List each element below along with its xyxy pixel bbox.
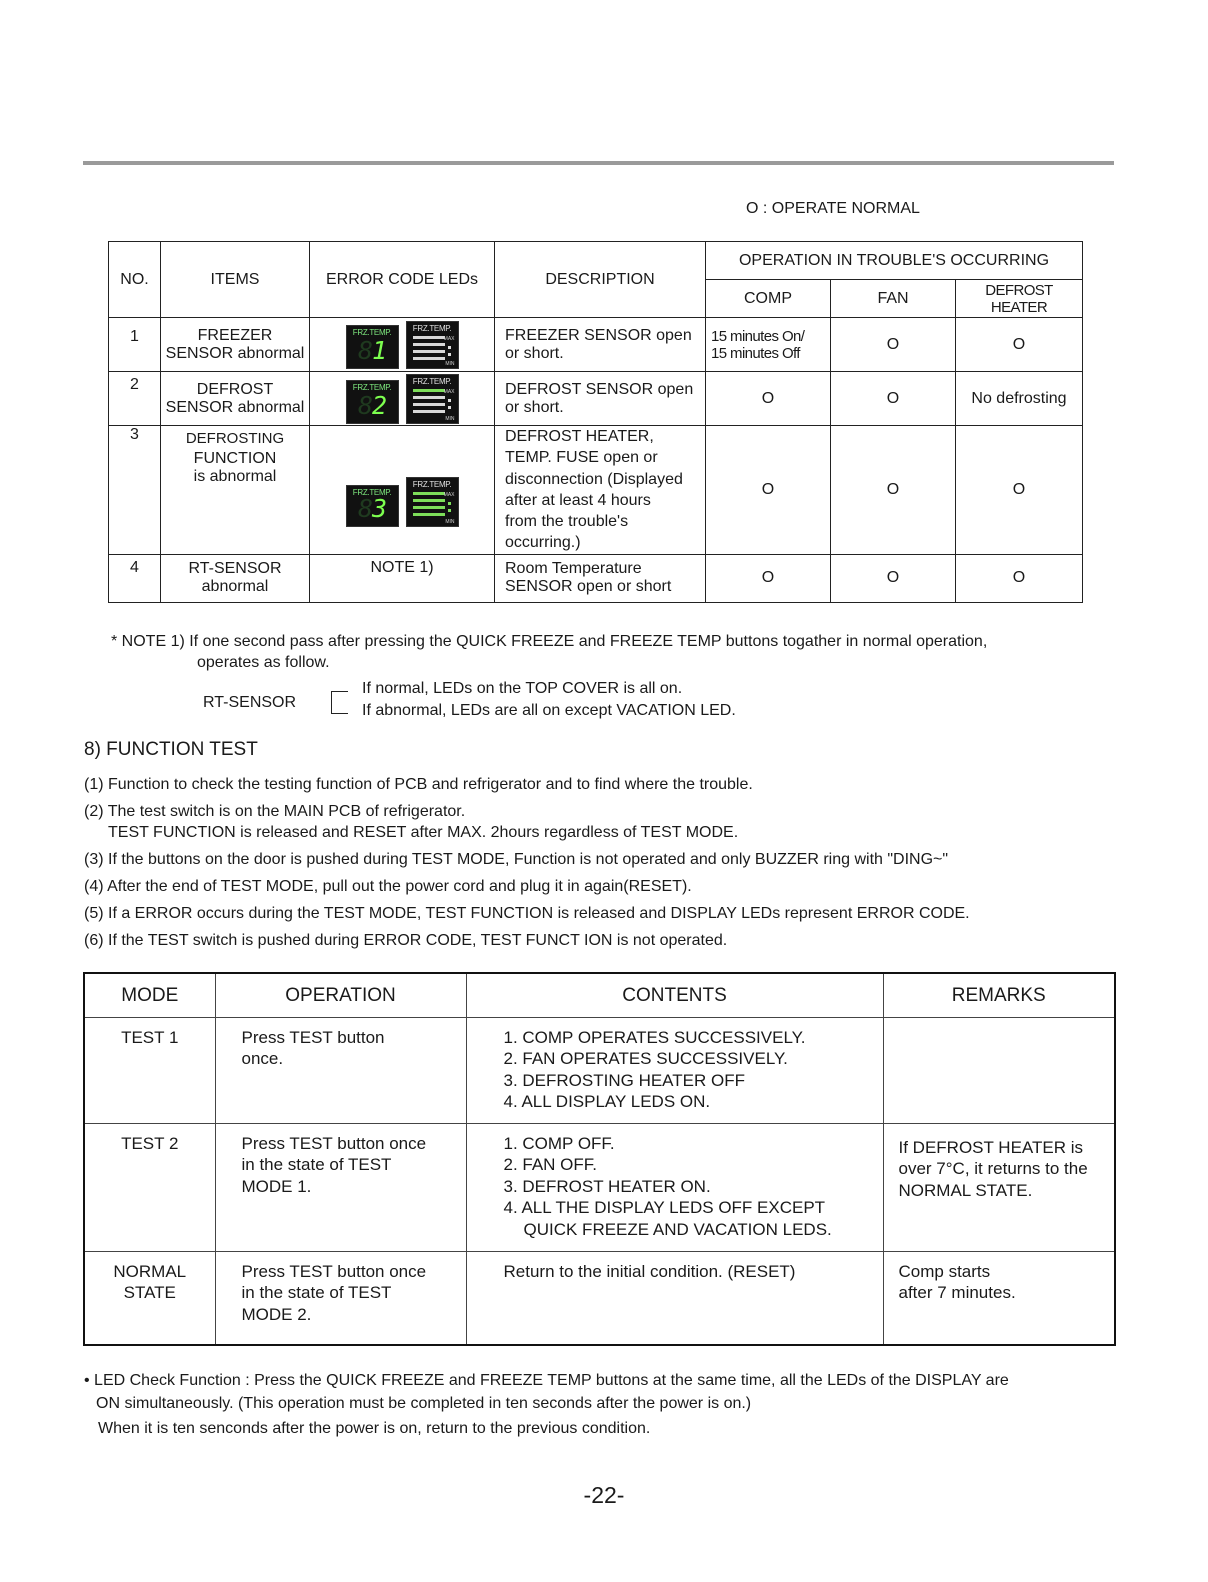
led-check-line: When it is ten senconds after the power is on, return to the previous condition. bbox=[98, 1420, 651, 1437]
item-line: RT-SENSOR bbox=[188, 560, 282, 578]
contents-line: 4. ALL DISPLAY LEDS ON. bbox=[503, 1092, 711, 1111]
row-comp: O bbox=[706, 372, 831, 426]
contents-line: 2. FAN OFF. bbox=[503, 1155, 598, 1174]
row-fan: O bbox=[831, 554, 956, 602]
led-check-line: ON simultaneously. (This operation must be completed in ten seconds after the power is on.) bbox=[96, 1395, 752, 1412]
item-line: DEFROSTING bbox=[185, 430, 285, 447]
table-header-row bbox=[109, 242, 1083, 280]
contents-line: 1. COMP OPERATES SUCCESSIVELY. bbox=[503, 1027, 806, 1047]
remarks-line: If DEFROST HEATER is bbox=[898, 1137, 1084, 1157]
description-line: or short. bbox=[505, 398, 564, 416]
row-error-note: NOTE 1) bbox=[310, 554, 495, 602]
row-no: 1 bbox=[109, 318, 161, 372]
operation-line: Press TEST button once bbox=[241, 1133, 427, 1153]
description-line: occurring.) bbox=[505, 534, 581, 552]
row-fan: O bbox=[831, 372, 956, 426]
contents-cell bbox=[466, 1251, 883, 1345]
operation-line: Press TEST button once bbox=[241, 1261, 427, 1281]
led-label: FRZ.TEMP. bbox=[412, 376, 452, 386]
header-rule bbox=[83, 161, 1114, 165]
contents-cell bbox=[466, 1123, 883, 1251]
remarks-cell bbox=[883, 1017, 1115, 1123]
operation-line: in the state of TEST bbox=[241, 1155, 392, 1174]
mode-cell bbox=[84, 1123, 215, 1251]
section-title: 8) FUNCTION TEST bbox=[84, 739, 258, 760]
led-label: FRZ.TEMP. bbox=[352, 487, 392, 497]
operation-cell bbox=[215, 1017, 466, 1123]
contents-cell bbox=[466, 1017, 883, 1123]
rt-sensor-label: RT-SENSOR bbox=[203, 694, 297, 711]
led-error-code: 1 bbox=[372, 335, 387, 365]
list-item: (2) The test switch is on the MAIN PCB of refrigerator. bbox=[84, 803, 466, 820]
header-remarks: REMARKS bbox=[883, 973, 1115, 1017]
row-no: 4 bbox=[109, 554, 161, 602]
function-test-list bbox=[84, 774, 970, 957]
test-mode-table bbox=[83, 972, 1116, 1346]
contents-line: 4. ALL THE DISPLAY LEDS OFF EXCEPT bbox=[503, 1198, 826, 1217]
list-item: (1) Function to check the testing function of PCB and refrigerator and to find where the trouble. bbox=[84, 776, 753, 793]
header-no: NO. bbox=[109, 242, 161, 318]
item-line: FREEZER bbox=[197, 326, 273, 344]
row-comp: O bbox=[706, 426, 831, 555]
row-heater: O bbox=[956, 554, 1083, 602]
remarks-cell bbox=[883, 1123, 1115, 1251]
comp-line: 15 minutes On/ bbox=[711, 327, 805, 345]
bar-max-label: MAX bbox=[443, 388, 455, 395]
led-label: FRZ.TEMP. bbox=[352, 327, 392, 337]
row-comp: O bbox=[706, 554, 831, 602]
remarks-line: Comp starts bbox=[898, 1261, 991, 1281]
remarks-line: after 7 minutes. bbox=[898, 1283, 1016, 1302]
item-line: abnormal bbox=[201, 578, 269, 596]
row-error-leds bbox=[310, 426, 495, 555]
led-label: FRZ.TEMP. bbox=[412, 479, 452, 489]
led-bar-display bbox=[406, 477, 459, 527]
row-error-leds bbox=[310, 372, 495, 426]
led-check-line: • LED Check Function : Press the QUICK FREEZE and FREEZE TEMP buttons at the same time, all the LEDs of the DISPLAY are bbox=[84, 1372, 1009, 1389]
mode-line: TEST 1 bbox=[121, 1027, 179, 1047]
note-1-line: * NOTE 1) If one second pass after pressing the QUICK FREEZE and FREEZE TEMP buttons togather in normal operation, bbox=[111, 633, 988, 650]
table-header-row bbox=[84, 973, 1115, 1017]
bar-min-label: MIN bbox=[445, 360, 455, 367]
list-item: (3) If the buttons on the door is pushed during TEST MODE, Function is not operated and only BUZZER ring with "DING~" bbox=[84, 851, 949, 868]
row-description bbox=[495, 426, 706, 555]
description-line: DEFROST SENSOR open bbox=[505, 380, 694, 398]
item-line: SENSOR abnormal bbox=[165, 398, 305, 416]
led-label: FRZ.TEMP. bbox=[352, 382, 392, 392]
list-item: (6) If the TEST switch is pushed during ERROR CODE, TEST FUNCT ION is not operated. bbox=[84, 932, 728, 949]
operation-line: once. bbox=[241, 1049, 284, 1068]
header-description: DESCRIPTION bbox=[495, 242, 706, 318]
mode-line: TEST 2 bbox=[121, 1133, 179, 1153]
description-line: TEMP. FUSE open or bbox=[505, 449, 658, 467]
mode-cell bbox=[84, 1251, 215, 1345]
header-error-code-leds: ERROR CODE LEDs bbox=[310, 242, 495, 318]
led-error-code: 2 bbox=[372, 390, 387, 420]
header-mode: MODE bbox=[84, 973, 215, 1017]
table-row bbox=[84, 1251, 1115, 1345]
row-fan: O bbox=[831, 318, 956, 372]
contents-line: 3. DEFROSTING HEATER OFF bbox=[503, 1070, 745, 1090]
led-check-note bbox=[84, 1369, 1009, 1440]
row-heater: No defrosting bbox=[956, 372, 1083, 426]
contents-line: 2. FAN OPERATES SUCCESSIVELY. bbox=[503, 1049, 788, 1068]
description-line: DEFROST HEATER, bbox=[505, 428, 654, 445]
description-line: from the trouble's bbox=[505, 513, 629, 531]
legend: O : OPERATE NORMAL bbox=[746, 200, 920, 217]
rt-sensor-conditions bbox=[362, 678, 736, 722]
description-line: FREEZER SENSOR open bbox=[505, 326, 692, 344]
header-defrost-heater: DEFROST HEATER bbox=[956, 280, 1083, 318]
operation-line: MODE 2. bbox=[241, 1304, 312, 1324]
item-line: is abnormal bbox=[193, 468, 277, 485]
bar-min-label: MIN bbox=[445, 415, 455, 422]
contents-line: 1. COMP OFF. bbox=[503, 1133, 615, 1153]
item-line: DEFROST bbox=[196, 380, 274, 398]
remarks-line: NORMAL STATE. bbox=[898, 1180, 1033, 1200]
rt-abnormal: If abnormal, LEDs are all on except VACATION LED. bbox=[362, 702, 736, 719]
description-line: after at least 4 hours bbox=[505, 491, 651, 509]
description-line: SENSOR open or short bbox=[505, 578, 672, 596]
remarks-cell bbox=[883, 1251, 1115, 1345]
row-no: 2 bbox=[109, 372, 161, 426]
table-row bbox=[84, 1017, 1115, 1123]
led-digit-display: FRZ.TEMP. 83 bbox=[346, 485, 399, 527]
led-digit-display: FRZ.TEMP. 81 bbox=[346, 325, 399, 369]
bar-max-label: MAX bbox=[443, 335, 455, 342]
led-digit-display: FRZ.TEMP. 82 bbox=[346, 380, 399, 424]
row-comp bbox=[706, 318, 831, 372]
header-comp: COMP bbox=[706, 280, 831, 318]
row-heater: O bbox=[956, 318, 1083, 372]
contents-line: QUICK FREEZE AND VACATION LEDS. bbox=[523, 1219, 832, 1239]
table-row bbox=[84, 1123, 1115, 1251]
header-operation: OPERATION bbox=[215, 973, 466, 1017]
operation-line: MODE 1. bbox=[241, 1176, 312, 1196]
operation-cell bbox=[215, 1123, 466, 1251]
row-fan: O bbox=[831, 426, 956, 555]
operation-line: in the state of TEST bbox=[241, 1283, 392, 1302]
operation-line: Press TEST button bbox=[241, 1027, 385, 1047]
row-description bbox=[495, 554, 706, 602]
description-line: disconnection (Displayed bbox=[505, 470, 683, 488]
table-row bbox=[109, 426, 1083, 555]
header-contents: CONTENTS bbox=[466, 973, 883, 1017]
led-bar-display bbox=[406, 321, 459, 369]
note-1 bbox=[111, 631, 987, 673]
mode-line: STATE bbox=[123, 1283, 176, 1302]
list-item: (5) If a ERROR occurs during the TEST MODE, TEST FUNCTION is released and DISPLAY LEDs represent ERROR CODE. bbox=[84, 905, 970, 922]
bar-max-label: MAX bbox=[443, 491, 455, 498]
bracket bbox=[331, 691, 348, 714]
page-number: -22- bbox=[583, 1482, 625, 1508]
led-bar-display bbox=[406, 374, 459, 424]
table-row bbox=[109, 372, 1083, 426]
row-item bbox=[161, 426, 310, 555]
bar-min-label: MIN bbox=[445, 518, 455, 525]
description-line: Room Temperature bbox=[505, 560, 642, 578]
row-item bbox=[161, 554, 310, 602]
error-code-table bbox=[108, 241, 1083, 603]
remarks-line: over 7°C, it returns to the bbox=[898, 1159, 1088, 1178]
header-items: ITEMS bbox=[161, 242, 310, 318]
note-1-line: operates as follow. bbox=[197, 654, 330, 671]
rt-normal: If normal, LEDs on the TOP COVER is all on. bbox=[362, 680, 683, 697]
row-item bbox=[161, 318, 310, 372]
item-line: SENSOR abnormal bbox=[165, 344, 305, 362]
table-row bbox=[109, 554, 1083, 602]
contents-line: Return to the initial condition. (RESET) bbox=[503, 1261, 796, 1281]
led-label: FRZ.TEMP. bbox=[412, 323, 452, 333]
row-heater: O bbox=[956, 426, 1083, 555]
comp-line: 15 minutes Off bbox=[711, 344, 800, 362]
list-item: (4) After the end of TEST MODE, pull out the power cord and plug it in again(RESET). bbox=[84, 878, 692, 895]
item-line: FUNCTION bbox=[193, 450, 277, 467]
row-error-leds bbox=[310, 318, 495, 372]
header-fan: FAN bbox=[831, 280, 956, 318]
header-operation: OPERATION IN TROUBLE'S OCCURRING bbox=[706, 242, 1083, 280]
mode-cell bbox=[84, 1017, 215, 1123]
operation-cell bbox=[215, 1251, 466, 1345]
row-item bbox=[161, 372, 310, 426]
row-no: 3 bbox=[109, 426, 161, 555]
description-line: or short. bbox=[505, 344, 564, 362]
led-error-code: 3 bbox=[372, 493, 387, 523]
table-row bbox=[109, 318, 1083, 372]
mode-line: NORMAL bbox=[113, 1261, 187, 1281]
row-description bbox=[495, 318, 706, 372]
list-item: TEST FUNCTION is released and RESET after MAX. 2hours regardless of TEST MODE. bbox=[108, 824, 739, 841]
contents-line: 3. DEFROST HEATER ON. bbox=[503, 1176, 711, 1196]
row-description bbox=[495, 372, 706, 426]
